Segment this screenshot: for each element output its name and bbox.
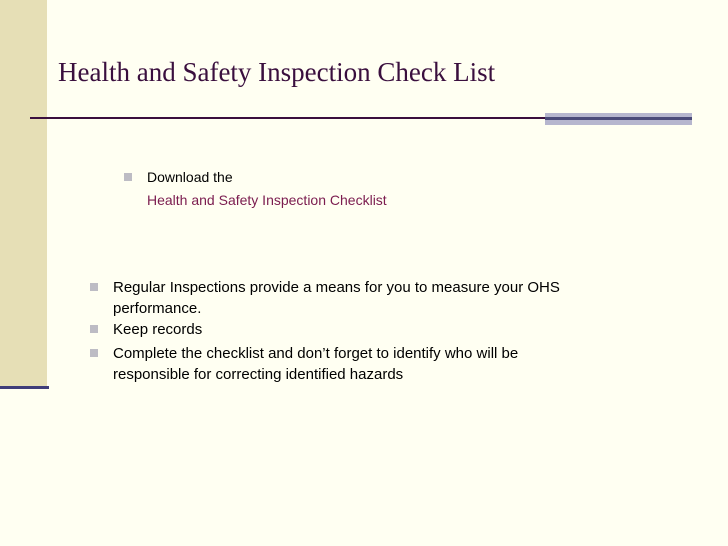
bullet-1-line-1: Regular Inspections provide a means for you to measure your OHS xyxy=(113,279,560,296)
bullet-2-line-1: Keep records xyxy=(113,321,203,338)
bullet-icon xyxy=(90,349,98,357)
bullet-icon xyxy=(90,283,98,291)
left-band-underline xyxy=(0,386,49,389)
left-decorative-band xyxy=(0,0,47,386)
bullet-3-line-2: responsible for correcting identified hazards xyxy=(113,366,404,383)
title-rule-accent-line xyxy=(545,117,692,120)
slide-title: Health and Safety Inspection Check List xyxy=(58,57,496,87)
bullet-icon xyxy=(124,173,132,181)
bullet-3-line-1: Complete the checklist and don’t forget to identify who will be xyxy=(113,345,519,362)
bullet-1-line-2: performance. xyxy=(113,300,202,317)
title-rule xyxy=(30,117,550,119)
checklist-link[interactable]: Health and Safety Inspection Checklist xyxy=(147,192,387,208)
download-prefix: Download the xyxy=(147,169,233,185)
bullet-icon xyxy=(90,325,98,333)
